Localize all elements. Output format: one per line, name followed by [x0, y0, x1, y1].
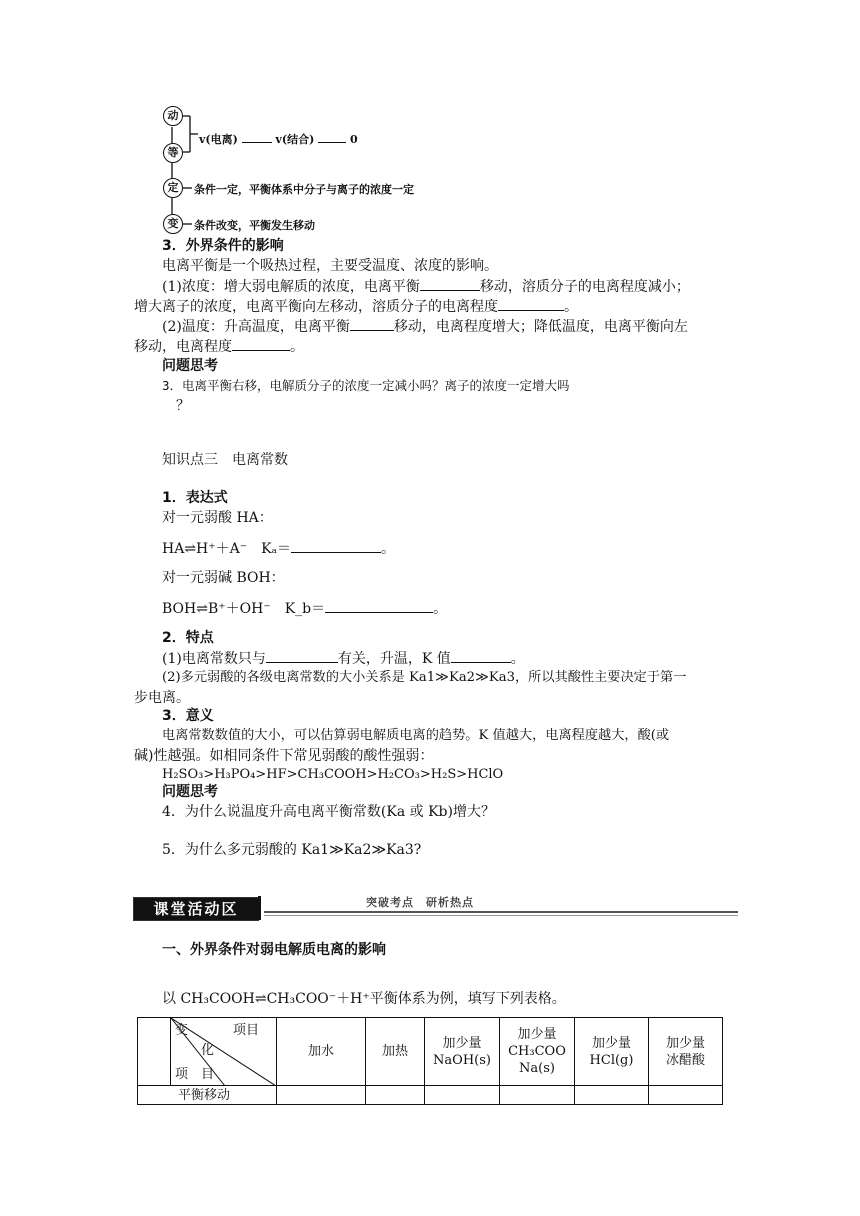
section-intro: 以 CH₃COOH⇌CH₃COO⁻＋H⁺平衡体系为例，填写下列表格。 — [162, 991, 566, 1007]
blank — [325, 598, 433, 613]
section-heading: 一、外界条件对弱电解质电离的影响 — [162, 942, 386, 958]
corner-bottom-label: 项 目 — [175, 1067, 215, 1082]
s3-question-title: 问题思考 — [162, 358, 218, 374]
blank — [242, 128, 272, 143]
table-corner-cell — [171, 1018, 277, 1086]
s3-question-3b: ？ — [176, 398, 190, 414]
blank — [266, 648, 338, 663]
table-cell — [425, 1086, 500, 1105]
circle-ding: 定 — [163, 178, 183, 198]
table-row — [138, 1086, 723, 1105]
k3-m2: 碱)性越强。如相同条件下常见弱酸的酸性强弱： — [134, 748, 434, 764]
corner-top-label: 项目 — [233, 1023, 260, 1038]
k3-t1: 1．表达式 — [162, 490, 228, 506]
k3-acid-eq: HA⇌H⁺＋A⁻ Kₐ＝ 。 — [162, 538, 395, 559]
k3-m1: 电离常数数值的大小，可以估算弱电解质电离的趋势。K 值越大，电离程度越大，酸(或 — [162, 728, 670, 743]
section-banner — [133, 897, 259, 921]
k3-question-title: 问题思考 — [162, 784, 218, 800]
table-spacer-cell — [138, 1018, 171, 1086]
table-header-row — [138, 1018, 723, 1086]
banner-text: 课堂活动区 — [153, 900, 239, 918]
corner-mid-label: 化 — [201, 1043, 215, 1058]
table-cell — [649, 1086, 723, 1105]
table-header: 加热 — [366, 1018, 425, 1086]
table-cell — [366, 1086, 425, 1105]
table-cell — [277, 1086, 366, 1105]
table-header: 加少量 HCl(g) — [575, 1018, 649, 1086]
table-header: 加少量 NaOH(s) — [425, 1018, 500, 1086]
blank — [420, 276, 480, 291]
circle-dong: 动 — [163, 106, 183, 126]
banner-divider — [258, 896, 261, 920]
diagram-bian-line: 条件改变，平衡发生移动 — [194, 219, 315, 232]
blank — [232, 336, 290, 351]
s3-p3: 增大离子的浓度，电离平衡向左移动，溶质分子的电离程度 。 — [134, 296, 578, 317]
blank — [291, 538, 381, 553]
k3-title: 知识点三 电离常数 — [162, 452, 288, 468]
k3-f2: (2)多元弱酸的各级电离常数的大小关系是 Ka1≫Ka2≫Ka3，所以其酸性主要决定于第一 — [162, 670, 687, 685]
circle-bian: 变 — [163, 214, 183, 234]
banner-rule-thin — [264, 915, 738, 916]
blank — [498, 296, 564, 311]
k3-t3: 3．意义 — [162, 708, 214, 724]
corner-left-label: 变 — [175, 1023, 189, 1038]
ionization-table — [137, 1017, 723, 1105]
s3-p2: (1)浓度：增大弱电解质的浓度，电离平衡 移动，溶质分子的电离程度减小； — [162, 276, 690, 297]
diagram-ding-line: 条件一定，平衡体系中分子与离子的浓度一定 — [194, 183, 414, 196]
k3-m3: H₂SO₃>H₃PO₄>HF>CH₃COOH>H₂CO₃>H₂S>HClO — [162, 767, 504, 782]
k3-f2b: 步电离。 — [134, 690, 190, 706]
row-label: 平衡移动 — [138, 1086, 277, 1105]
table-header: 加水 — [277, 1018, 366, 1086]
s3-p4: (2)温度：升高温度，电离平衡 移动，电离程度增大；降低温度，电离平衡向左 — [162, 316, 688, 337]
table-header: 加少量 冰醋酸 — [649, 1018, 723, 1086]
circle-deng: 等 — [163, 143, 183, 163]
s3-title: 3．外界条件的影响 — [162, 238, 284, 254]
table-cell — [500, 1086, 575, 1105]
k3-f1: (1)电离常数只与 有关，升温，K 值 。 — [162, 648, 525, 669]
s3-p5: 移动，电离程度 。 — [134, 336, 304, 357]
s3-question-3: 3．电离平衡右移，电解质分子的浓度一定减小吗？离子的浓度一定增大吗 — [162, 378, 570, 393]
blank — [318, 128, 346, 143]
k3-question-4: 4．为什么说温度升高电离平衡常数(Ka 或 Kb)增大？ — [162, 804, 495, 820]
k3-base-intro: 对一元弱碱 BOH： — [162, 570, 285, 586]
blank — [350, 316, 394, 331]
table-cell — [575, 1086, 649, 1105]
table-header: 加少量 CH₃COO Na(s) — [500, 1018, 575, 1086]
blank — [451, 648, 511, 663]
banner-tag: 突破考点 研析热点 — [366, 896, 474, 909]
k3-t2: 2．特点 — [162, 630, 214, 646]
s3-p1: 电离平衡是一个吸热过程，主要受温度、浓度的影响。 — [162, 258, 498, 274]
banner-rule — [264, 911, 738, 913]
k3-acid-intro: 对一元弱酸 HA： — [162, 510, 273, 526]
k3-base-eq: BOH⇌B⁺＋OH⁻ K_b＝ 。 — [162, 598, 447, 619]
k3-question-5: 5．为什么多元弱酸的 Ka1≫Ka2≫Ka3? — [162, 842, 422, 858]
diagram-deng-line: v(电离) v(结合) 0 — [199, 128, 358, 147]
